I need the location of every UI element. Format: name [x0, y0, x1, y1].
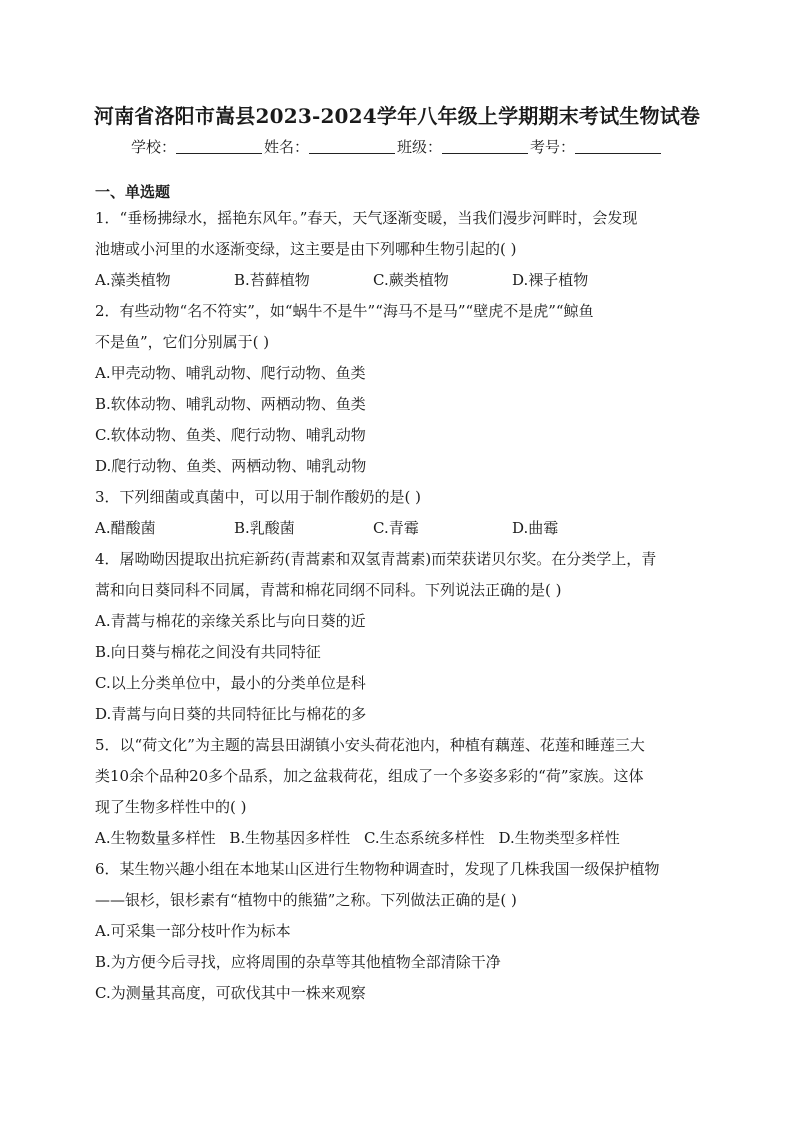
- question-3-options: [95, 513, 705, 544]
- question-1-stem-cont: 池塘或小河里的水逐渐变绿，这主要是由下列哪种生物引起的( ): [95, 240, 517, 258]
- option-b: B.软体动物、哺乳动物、两栖动物、鱼类: [95, 395, 366, 413]
- question-2-stem-cont: 不是鱼”，它们分别属于( ): [95, 333, 270, 351]
- question-5-stem-cont: 类10余个品种20多个品系，加之盆栽荷花，组成了一个多姿多彩的“荷”家族。这体: [95, 767, 644, 785]
- school-label: 学校：: [130, 138, 176, 156]
- option-d: D.生物类型多样性: [498, 829, 620, 847]
- option-d: D.曲霉: [512, 519, 559, 537]
- class-blank: [442, 139, 528, 154]
- option-a: A.可采集一部分枝叶作为标本: [95, 922, 291, 940]
- option-c: C.生态系统多样性: [363, 829, 485, 847]
- name-blank: [309, 139, 395, 154]
- option-a: A.青蒿与棉花的亲缘关系比与向日葵的近: [95, 612, 366, 630]
- question-3-stem: 3．下列细菌或真菌中，可以用于制作酸奶的是( ): [95, 488, 422, 506]
- option-a: A.醋酸菌: [95, 519, 156, 537]
- question-5-stem-cont2: 现了生物多样性中的( ): [95, 798, 247, 816]
- option-d: D.青蒿与向日葵的共同特征比与棉花的多: [95, 705, 367, 723]
- class-label: 班级：: [397, 138, 443, 156]
- question-6-stem-cont: ——银杉，银杉素有“植物中的熊猫”之称。下列做法正确的是( ): [95, 891, 517, 909]
- option-d: D.裸子植物: [512, 271, 589, 289]
- option-d: D.爬行动物、鱼类、两栖动物、哺乳动物: [95, 457, 367, 475]
- option-a: A.藻类植物: [95, 271, 171, 289]
- question-1-stem: 1．“垂杨拂绿水，摇艳东风年。”春天，天气逐渐变暖，当我们漫步河畔时，会发现: [95, 209, 638, 227]
- question-5-stem: 5．以“荷文化”为主题的嵩县田湖镇小安头荷花池内，种植有藕莲、花莲和睡莲三大: [95, 736, 645, 754]
- option-a: A.生物数量多样性: [95, 829, 216, 847]
- option-b: B.向日葵与棉花之间没有共同特征: [95, 643, 321, 661]
- number-label: 考号：: [530, 138, 576, 156]
- exam-title: 河南省洛阳市嵩县2023-2024学年八年级上学期期末考试生物试卷: [93, 104, 701, 128]
- option-c: C.以上分类单位中，最小的分类单位是科: [95, 674, 366, 692]
- student-info-row: [0, 136, 794, 157]
- question-4-stem-cont: 蒿和向日葵同科不同属，青蒿和棉花同纲不同科。下列说法正确的是( ): [95, 581, 562, 599]
- question-5-options: [95, 823, 705, 854]
- number-blank: [575, 139, 661, 154]
- section-heading: 一、单选题: [95, 183, 171, 201]
- option-c: C.软体动物、鱼类、爬行动物、哺乳动物: [95, 426, 366, 444]
- option-c: C.为测量其高度，可砍伐其中一株来观察: [95, 984, 366, 1002]
- question-1-options: [95, 265, 705, 296]
- school-blank: [176, 139, 262, 154]
- option-b: B.生物基因多样性: [229, 829, 351, 847]
- option-b: B.为方便今后寻找，应将周围的杂草等其他植物全部清除干净: [95, 953, 501, 971]
- option-a: A.甲壳动物、哺乳动物、爬行动物、鱼类: [95, 364, 366, 382]
- option-b: B.乳酸菌: [234, 519, 295, 537]
- option-c: C.青霉: [373, 519, 419, 537]
- name-label: 姓名：: [263, 138, 309, 156]
- option-b: B.苔藓植物: [234, 271, 310, 289]
- question-4-stem: 4．屠呦呦因提取出抗疟新药(青蒿素和双氢青蒿素)而荣获诺贝尔奖。在分类学上，青: [95, 550, 657, 568]
- question-list: [95, 203, 705, 1009]
- option-c: C.蕨类植物: [373, 271, 449, 289]
- question-2-stem: 2．有些动物“名不符实”，如“蜗牛不是牛”“海马不是马”“壁虎不是虎”“鲸鱼: [95, 302, 594, 320]
- question-6-stem: 6．某生物兴趣小组在本地某山区进行生物物种调查时，发现了几株我国一级保护植物: [95, 860, 660, 878]
